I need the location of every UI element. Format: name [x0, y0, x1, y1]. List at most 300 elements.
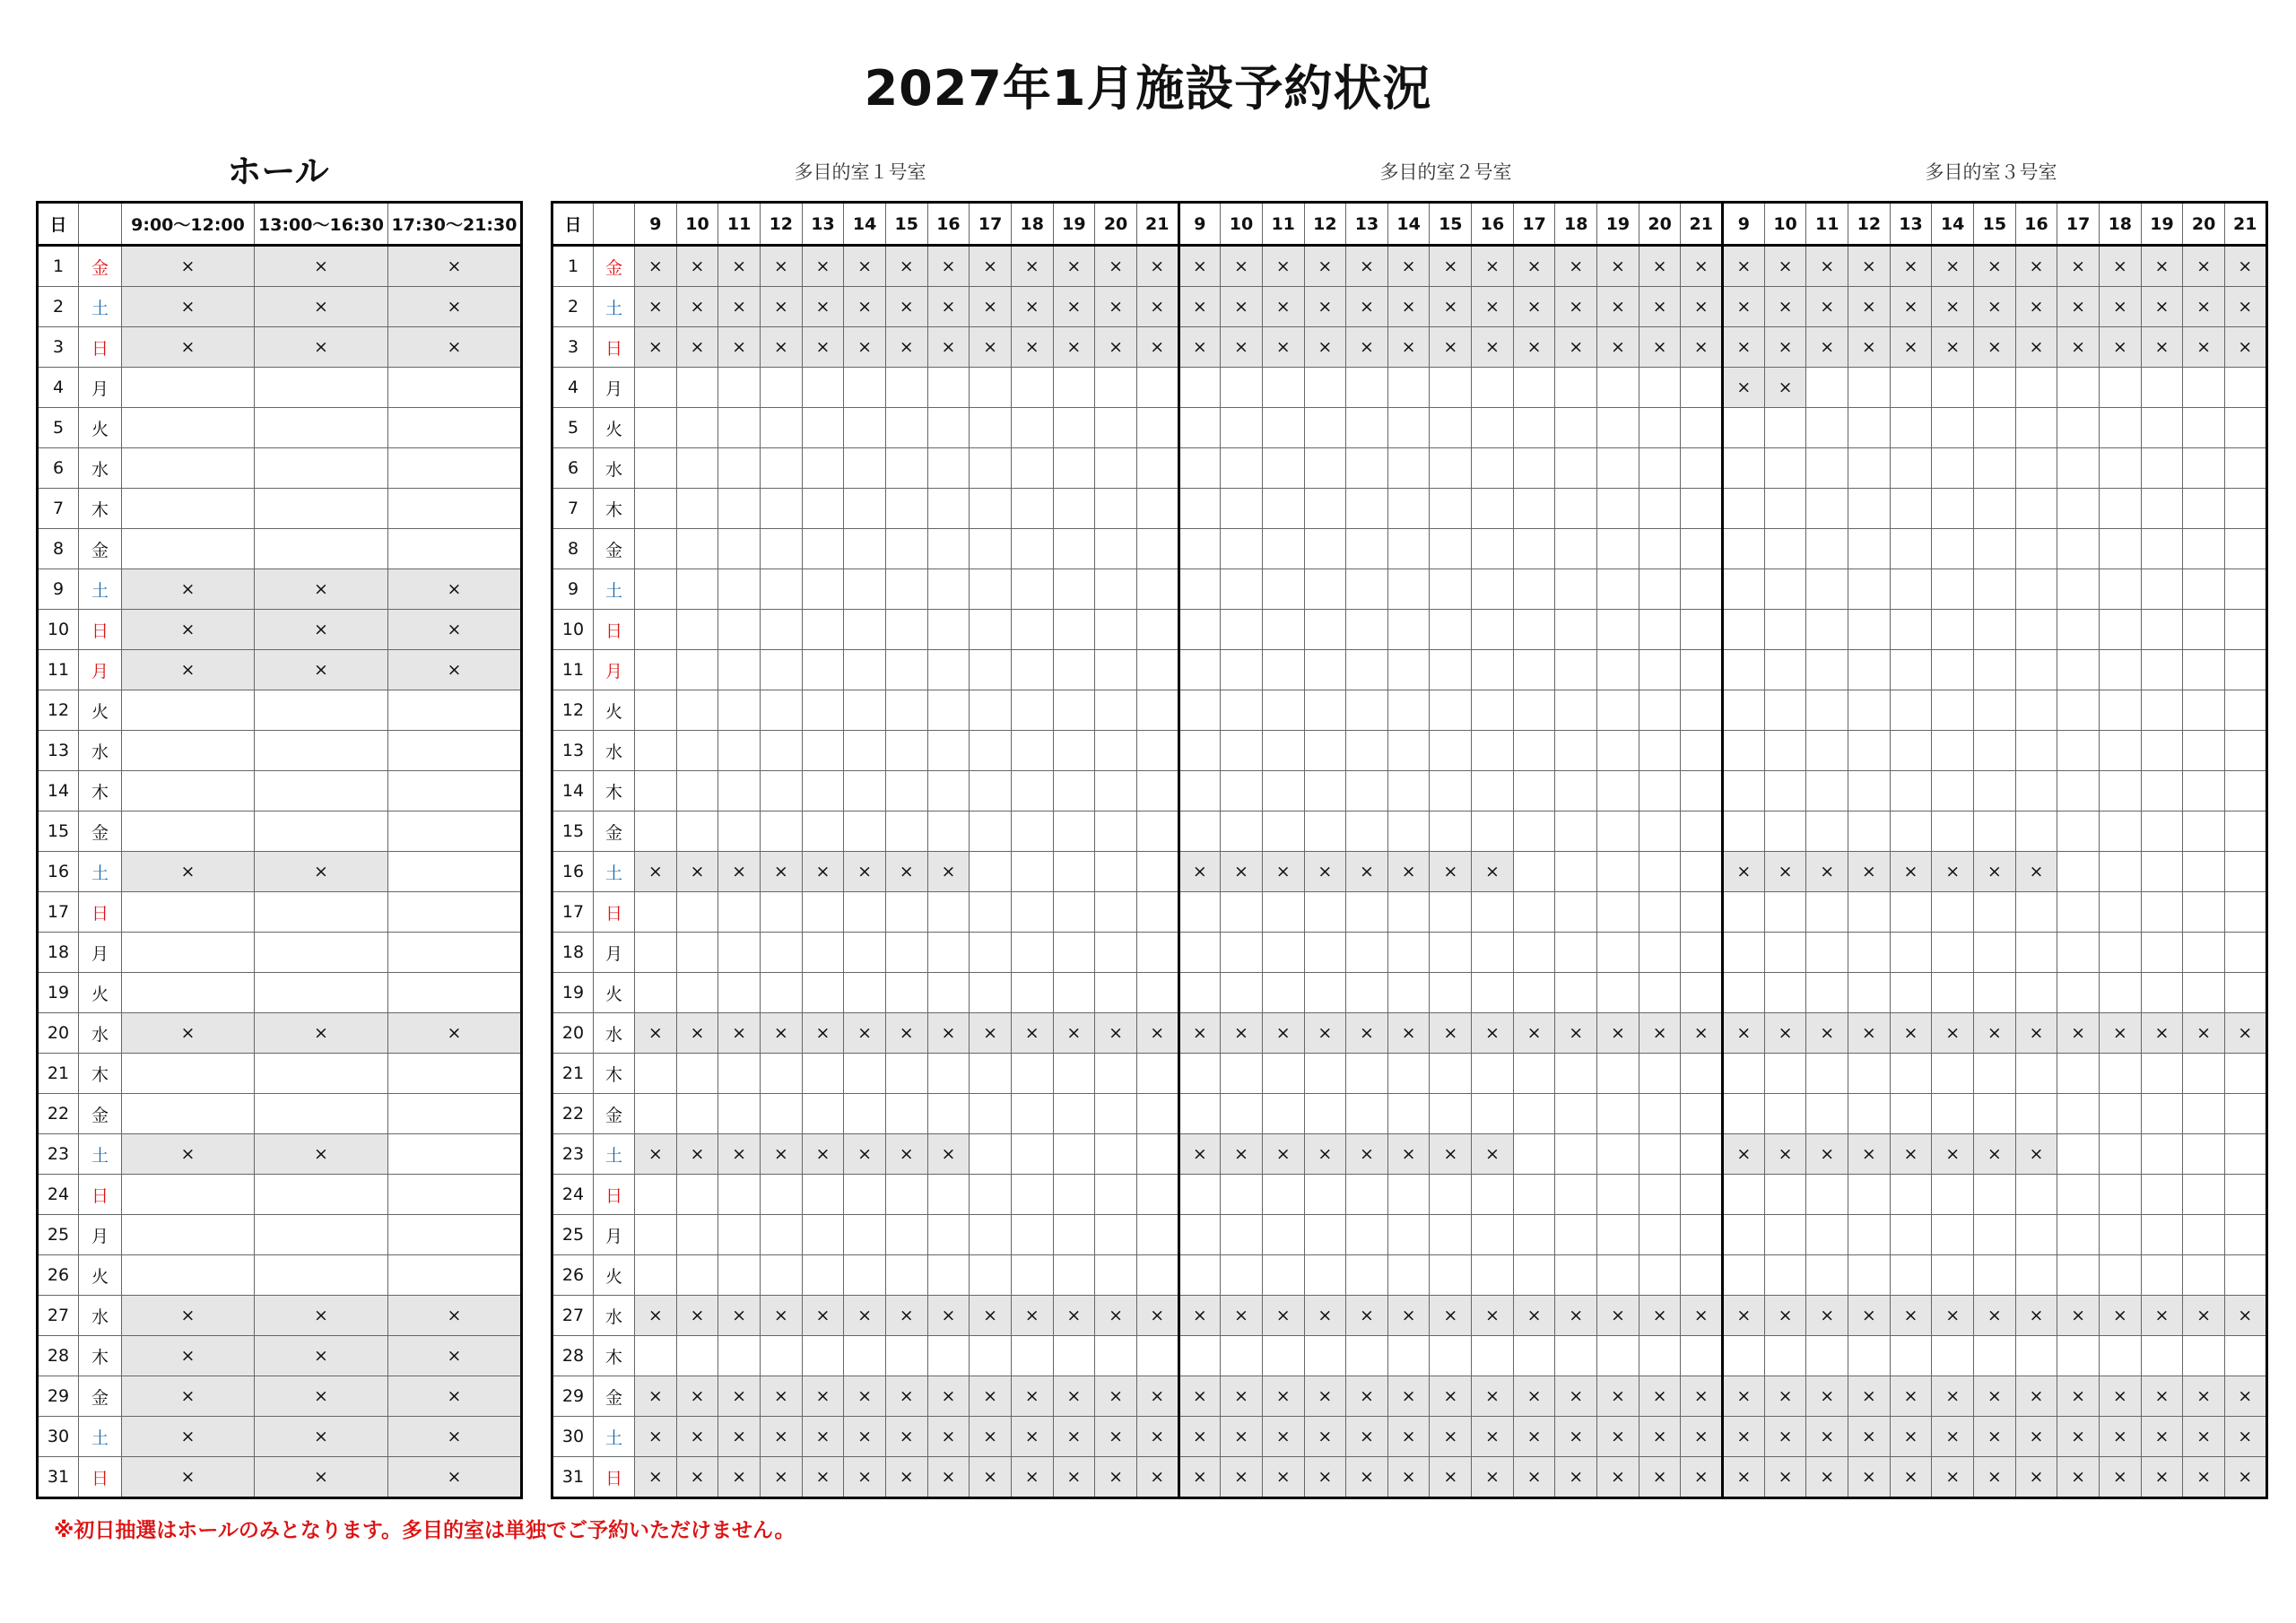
room3-hour-cell[interactable]	[1723, 650, 1765, 690]
room3-hour-cell[interactable]	[1932, 569, 1974, 610]
room2-hour-cell[interactable]	[1304, 812, 1346, 852]
room1-hour-cell[interactable]	[635, 448, 677, 489]
room1-hour-cell[interactable]: ×	[1053, 246, 1095, 287]
room3-hour-cell[interactable]	[1848, 610, 1891, 650]
room3-hour-cell[interactable]	[1723, 569, 1765, 610]
room2-hour-cell[interactable]	[1681, 1336, 1723, 1376]
room1-hour-cell[interactable]	[885, 1175, 927, 1215]
room2-hour-cell[interactable]	[1178, 1054, 1221, 1094]
room3-hour-cell[interactable]	[1890, 448, 1932, 489]
room1-hour-cell[interactable]	[718, 1094, 761, 1134]
room2-hour-cell[interactable]	[1178, 892, 1221, 933]
room1-hour-cell[interactable]	[676, 448, 718, 489]
room1-hour-cell[interactable]: ×	[844, 327, 886, 368]
room3-hour-cell[interactable]	[2183, 771, 2225, 812]
room2-hour-cell[interactable]: ×	[1472, 1417, 1514, 1457]
room1-hour-cell[interactable]: ×	[1053, 1457, 1095, 1498]
room3-hour-cell[interactable]	[2015, 408, 2057, 448]
room2-hour-cell[interactable]	[1346, 1175, 1388, 1215]
room2-hour-cell[interactable]	[1387, 1215, 1430, 1255]
room1-hour-cell[interactable]: ×	[718, 1296, 761, 1336]
room3-hour-cell[interactable]	[1723, 892, 1765, 933]
room1-hour-cell[interactable]: ×	[802, 1417, 844, 1457]
room3-hour-cell[interactable]	[1764, 489, 1806, 529]
hall-slot-cell[interactable]: ×	[388, 1457, 522, 1498]
room1-hour-cell[interactable]	[802, 368, 844, 408]
room3-hour-cell[interactable]	[2224, 973, 2266, 1013]
room3-hour-cell[interactable]: ×	[2099, 1457, 2141, 1498]
room3-hour-cell[interactable]: ×	[1890, 1134, 1932, 1175]
room3-hour-cell[interactable]	[1890, 529, 1932, 569]
room1-hour-cell[interactable]	[718, 529, 761, 569]
room2-hour-cell[interactable]: ×	[1639, 1296, 1681, 1336]
room3-hour-cell[interactable]: ×	[2224, 287, 2266, 327]
room2-hour-cell[interactable]	[1221, 1175, 1263, 1215]
room1-hour-cell[interactable]: ×	[1136, 1296, 1178, 1336]
room1-hour-cell[interactable]	[718, 569, 761, 610]
room3-hour-cell[interactable]: ×	[2015, 1457, 2057, 1498]
room1-hour-cell[interactable]	[1136, 529, 1178, 569]
room1-hour-cell[interactable]	[760, 771, 802, 812]
room3-hour-cell[interactable]	[2057, 1336, 2100, 1376]
room2-hour-cell[interactable]	[1597, 1094, 1639, 1134]
room2-hour-cell[interactable]	[1178, 489, 1221, 529]
room3-hour-cell[interactable]	[1848, 529, 1891, 569]
room1-hour-cell[interactable]: ×	[676, 246, 718, 287]
room3-hour-cell[interactable]: ×	[1932, 1417, 1974, 1457]
room3-hour-cell[interactable]: ×	[2224, 1376, 2266, 1417]
room1-hour-cell[interactable]	[1011, 812, 1053, 852]
room1-hour-cell[interactable]: ×	[718, 287, 761, 327]
room2-hour-cell[interactable]	[1681, 1255, 1723, 1296]
hall-slot-cell[interactable]	[122, 771, 255, 812]
room1-hour-cell[interactable]	[676, 610, 718, 650]
hall-slot-cell[interactable]	[255, 690, 388, 731]
room3-hour-cell[interactable]	[2099, 1336, 2141, 1376]
room3-hour-cell[interactable]	[1890, 933, 1932, 973]
room2-hour-cell[interactable]	[1513, 650, 1555, 690]
room1-hour-cell[interactable]	[970, 812, 1012, 852]
room3-hour-cell[interactable]	[2099, 610, 2141, 650]
room3-hour-cell[interactable]	[2183, 892, 2225, 933]
room2-hour-cell[interactable]	[1387, 448, 1430, 489]
room1-hour-cell[interactable]: ×	[1095, 287, 1137, 327]
hall-slot-cell[interactable]: ×	[255, 1013, 388, 1054]
room2-hour-cell[interactable]	[1346, 973, 1388, 1013]
room2-hour-cell[interactable]	[1639, 1215, 1681, 1255]
room3-hour-cell[interactable]: ×	[2183, 287, 2225, 327]
room2-hour-cell[interactable]	[1639, 771, 1681, 812]
room3-hour-cell[interactable]: ×	[1890, 246, 1932, 287]
room2-hour-cell[interactable]	[1472, 610, 1514, 650]
room2-hour-cell[interactable]	[1597, 1054, 1639, 1094]
room3-hour-cell[interactable]: ×	[2015, 246, 2057, 287]
room3-hour-cell[interactable]	[2015, 933, 2057, 973]
room2-hour-cell[interactable]	[1430, 1215, 1472, 1255]
room3-hour-cell[interactable]	[2183, 1336, 2225, 1376]
room3-hour-cell[interactable]: ×	[2141, 1457, 2183, 1498]
room2-hour-cell[interactable]: ×	[1639, 1457, 1681, 1498]
room2-hour-cell[interactable]	[1472, 529, 1514, 569]
hall-slot-cell[interactable]	[388, 448, 522, 489]
room2-hour-cell[interactable]: ×	[1346, 246, 1388, 287]
room2-hour-cell[interactable]: ×	[1346, 1134, 1388, 1175]
room3-hour-cell[interactable]	[1974, 408, 2016, 448]
room3-hour-cell[interactable]	[2141, 1175, 2183, 1215]
room2-hour-cell[interactable]	[1221, 973, 1263, 1013]
room2-hour-cell[interactable]	[1178, 771, 1221, 812]
room2-hour-cell[interactable]	[1597, 1175, 1639, 1215]
room2-hour-cell[interactable]: ×	[1387, 852, 1430, 892]
room2-hour-cell[interactable]	[1221, 771, 1263, 812]
room3-hour-cell[interactable]	[1890, 973, 1932, 1013]
room1-hour-cell[interactable]	[635, 1054, 677, 1094]
room1-hour-cell[interactable]	[676, 690, 718, 731]
room3-hour-cell[interactable]	[1806, 1215, 1848, 1255]
room2-hour-cell[interactable]: ×	[1639, 287, 1681, 327]
room3-hour-cell[interactable]	[1764, 448, 1806, 489]
room1-hour-cell[interactable]	[1011, 731, 1053, 771]
hall-slot-cell[interactable]	[122, 489, 255, 529]
room3-hour-cell[interactable]: ×	[1974, 1134, 2016, 1175]
hall-slot-cell[interactable]: ×	[388, 569, 522, 610]
room3-hour-cell[interactable]	[2099, 1215, 2141, 1255]
room1-hour-cell[interactable]	[635, 569, 677, 610]
room3-hour-cell[interactable]: ×	[1848, 852, 1891, 892]
room3-hour-cell[interactable]	[1890, 892, 1932, 933]
room3-hour-cell[interactable]: ×	[1974, 327, 2016, 368]
room3-hour-cell[interactable]: ×	[2183, 1013, 2225, 1054]
room1-hour-cell[interactable]	[1011, 1336, 1053, 1376]
room3-hour-cell[interactable]	[1764, 529, 1806, 569]
room1-hour-cell[interactable]	[844, 892, 886, 933]
room2-hour-cell[interactable]: ×	[1430, 1376, 1472, 1417]
room1-hour-cell[interactable]: ×	[927, 852, 970, 892]
room2-hour-cell[interactable]	[1555, 610, 1597, 650]
room1-hour-cell[interactable]: ×	[927, 287, 970, 327]
room2-hour-cell[interactable]	[1346, 731, 1388, 771]
room2-hour-cell[interactable]: ×	[1430, 1296, 1472, 1336]
room3-hour-cell[interactable]	[1974, 1054, 2016, 1094]
room3-hour-cell[interactable]: ×	[1764, 287, 1806, 327]
room3-hour-cell[interactable]	[2057, 933, 2100, 973]
room1-hour-cell[interactable]	[1053, 368, 1095, 408]
room3-hour-cell[interactable]	[1806, 448, 1848, 489]
room3-hour-cell[interactable]	[1974, 489, 2016, 529]
room1-hour-cell[interactable]	[885, 771, 927, 812]
room1-hour-cell[interactable]: ×	[970, 287, 1012, 327]
room1-hour-cell[interactable]	[760, 731, 802, 771]
room1-hour-cell[interactable]: ×	[1053, 1013, 1095, 1054]
hall-slot-cell[interactable]	[388, 1255, 522, 1296]
room1-hour-cell[interactable]	[844, 650, 886, 690]
room2-hour-cell[interactable]	[1639, 1134, 1681, 1175]
room2-hour-cell[interactable]	[1555, 973, 1597, 1013]
room1-hour-cell[interactable]	[1136, 610, 1178, 650]
hall-slot-cell[interactable]	[122, 448, 255, 489]
room3-hour-cell[interactable]	[2141, 690, 2183, 731]
room1-hour-cell[interactable]	[844, 1094, 886, 1134]
room3-hour-cell[interactable]	[1932, 448, 1974, 489]
room1-hour-cell[interactable]: ×	[1011, 1296, 1053, 1336]
room3-hour-cell[interactable]	[1764, 1054, 1806, 1094]
room2-hour-cell[interactable]	[1681, 1175, 1723, 1215]
room3-hour-cell[interactable]	[1764, 1215, 1806, 1255]
room3-hour-cell[interactable]	[2099, 1255, 2141, 1296]
room1-hour-cell[interactable]	[802, 529, 844, 569]
room1-hour-cell[interactable]: ×	[676, 1376, 718, 1417]
room1-hour-cell[interactable]	[1053, 448, 1095, 489]
room3-hour-cell[interactable]	[2183, 1215, 2225, 1255]
room1-hour-cell[interactable]: ×	[760, 246, 802, 287]
room3-hour-cell[interactable]	[2057, 529, 2100, 569]
room1-hour-cell[interactable]	[676, 408, 718, 448]
room1-hour-cell[interactable]	[760, 1255, 802, 1296]
room3-hour-cell[interactable]: ×	[2224, 1296, 2266, 1336]
room1-hour-cell[interactable]	[927, 489, 970, 529]
room1-hour-cell[interactable]	[1095, 933, 1137, 973]
room3-hour-cell[interactable]	[1848, 489, 1891, 529]
room3-hour-cell[interactable]	[2015, 771, 2057, 812]
room3-hour-cell[interactable]	[1848, 812, 1891, 852]
room2-hour-cell[interactable]	[1262, 1336, 1304, 1376]
room3-hour-cell[interactable]	[2224, 1134, 2266, 1175]
room3-hour-cell[interactable]: ×	[1806, 287, 1848, 327]
room2-hour-cell[interactable]: ×	[1555, 1417, 1597, 1457]
hall-slot-cell[interactable]	[255, 1094, 388, 1134]
room1-hour-cell[interactable]	[802, 892, 844, 933]
room2-hour-cell[interactable]: ×	[1639, 1417, 1681, 1457]
room1-hour-cell[interactable]	[635, 731, 677, 771]
room3-hour-cell[interactable]	[1932, 650, 1974, 690]
hall-slot-cell[interactable]: ×	[388, 1376, 522, 1417]
hall-slot-cell[interactable]	[255, 408, 388, 448]
room2-hour-cell[interactable]: ×	[1597, 1296, 1639, 1336]
room3-hour-cell[interactable]	[1974, 529, 2016, 569]
room3-hour-cell[interactable]	[2057, 1134, 2100, 1175]
room1-hour-cell[interactable]: ×	[802, 1013, 844, 1054]
room1-hour-cell[interactable]: ×	[1053, 1417, 1095, 1457]
room2-hour-cell[interactable]	[1555, 529, 1597, 569]
room2-hour-cell[interactable]	[1221, 610, 1263, 650]
room1-hour-cell[interactable]: ×	[844, 852, 886, 892]
room2-hour-cell[interactable]: ×	[1387, 1457, 1430, 1498]
hall-slot-cell[interactable]: ×	[255, 1376, 388, 1417]
room1-hour-cell[interactable]	[760, 368, 802, 408]
room1-hour-cell[interactable]: ×	[802, 1376, 844, 1417]
room3-hour-cell[interactable]	[1848, 892, 1891, 933]
room2-hour-cell[interactable]	[1513, 408, 1555, 448]
room1-hour-cell[interactable]	[844, 1336, 886, 1376]
hall-slot-cell[interactable]	[388, 489, 522, 529]
room1-hour-cell[interactable]	[927, 731, 970, 771]
room3-hour-cell[interactable]	[2057, 1054, 2100, 1094]
room1-hour-cell[interactable]	[802, 731, 844, 771]
room1-hour-cell[interactable]	[1136, 368, 1178, 408]
room2-hour-cell[interactable]: ×	[1178, 327, 1221, 368]
room2-hour-cell[interactable]	[1472, 368, 1514, 408]
room3-hour-cell[interactable]	[1723, 933, 1765, 973]
hall-slot-cell[interactable]	[255, 771, 388, 812]
room2-hour-cell[interactable]	[1262, 529, 1304, 569]
room1-hour-cell[interactable]	[718, 973, 761, 1013]
room3-hour-cell[interactable]: ×	[2057, 1457, 2100, 1498]
room2-hour-cell[interactable]	[1221, 368, 1263, 408]
room1-hour-cell[interactable]	[1095, 368, 1137, 408]
room1-hour-cell[interactable]: ×	[927, 1417, 970, 1457]
hall-slot-cell[interactable]	[255, 1215, 388, 1255]
room3-hour-cell[interactable]	[2224, 892, 2266, 933]
room1-hour-cell[interactable]: ×	[1011, 287, 1053, 327]
hall-slot-cell[interactable]: ×	[122, 287, 255, 327]
room1-hour-cell[interactable]	[1053, 933, 1095, 973]
room3-hour-cell[interactable]	[1932, 771, 1974, 812]
room1-hour-cell[interactable]: ×	[1136, 246, 1178, 287]
hall-slot-cell[interactable]: ×	[255, 1296, 388, 1336]
room3-hour-cell[interactable]: ×	[1890, 1417, 1932, 1457]
room1-hour-cell[interactable]	[1136, 852, 1178, 892]
room3-hour-cell[interactable]	[1806, 489, 1848, 529]
room3-hour-cell[interactable]	[2057, 731, 2100, 771]
room2-hour-cell[interactable]	[1639, 489, 1681, 529]
room1-hour-cell[interactable]: ×	[635, 1013, 677, 1054]
room1-hour-cell[interactable]: ×	[676, 1296, 718, 1336]
hall-slot-cell[interactable]: ×	[255, 1417, 388, 1457]
room1-hour-cell[interactable]	[1053, 1094, 1095, 1134]
hall-slot-cell[interactable]	[388, 1175, 522, 1215]
room1-hour-cell[interactable]	[970, 408, 1012, 448]
room3-hour-cell[interactable]	[2141, 408, 2183, 448]
room2-hour-cell[interactable]: ×	[1387, 1296, 1430, 1336]
room1-hour-cell[interactable]	[885, 1094, 927, 1134]
room3-hour-cell[interactable]	[2141, 812, 2183, 852]
room2-hour-cell[interactable]	[1387, 973, 1430, 1013]
room3-hour-cell[interactable]: ×	[2057, 1417, 2100, 1457]
room3-hour-cell[interactable]	[2224, 933, 2266, 973]
room3-hour-cell[interactable]	[2015, 690, 2057, 731]
room3-hour-cell[interactable]	[1723, 812, 1765, 852]
room1-hour-cell[interactable]: ×	[676, 1013, 718, 1054]
room3-hour-cell[interactable]	[1974, 1215, 2016, 1255]
room2-hour-cell[interactable]	[1221, 892, 1263, 933]
room2-hour-cell[interactable]: ×	[1387, 1417, 1430, 1457]
room3-hour-cell[interactable]: ×	[1764, 852, 1806, 892]
room1-hour-cell[interactable]: ×	[1011, 246, 1053, 287]
room3-hour-cell[interactable]	[1890, 368, 1932, 408]
room1-hour-cell[interactable]	[844, 529, 886, 569]
room1-hour-cell[interactable]: ×	[844, 1134, 886, 1175]
room3-hour-cell[interactable]	[2183, 1175, 2225, 1215]
room1-hour-cell[interactable]	[885, 973, 927, 1013]
hall-slot-cell[interactable]: ×	[388, 650, 522, 690]
room3-hour-cell[interactable]	[1764, 771, 1806, 812]
room1-hour-cell[interactable]: ×	[676, 1134, 718, 1175]
room1-hour-cell[interactable]: ×	[1095, 1457, 1137, 1498]
hall-slot-cell[interactable]	[388, 771, 522, 812]
room3-hour-cell[interactable]	[2183, 368, 2225, 408]
room3-hour-cell[interactable]: ×	[1723, 852, 1765, 892]
room2-hour-cell[interactable]	[1597, 892, 1639, 933]
room3-hour-cell[interactable]: ×	[1764, 1417, 1806, 1457]
room3-hour-cell[interactable]	[1764, 1255, 1806, 1296]
room1-hour-cell[interactable]	[970, 933, 1012, 973]
room2-hour-cell[interactable]	[1639, 610, 1681, 650]
room1-hour-cell[interactable]	[760, 1175, 802, 1215]
room3-hour-cell[interactable]	[1764, 690, 1806, 731]
room2-hour-cell[interactable]	[1597, 569, 1639, 610]
room1-hour-cell[interactable]	[1095, 731, 1137, 771]
room1-hour-cell[interactable]	[970, 852, 1012, 892]
room1-hour-cell[interactable]	[718, 650, 761, 690]
room3-hour-cell[interactable]	[1723, 1054, 1765, 1094]
room1-hour-cell[interactable]	[1011, 1054, 1053, 1094]
room2-hour-cell[interactable]	[1472, 448, 1514, 489]
room2-hour-cell[interactable]: ×	[1513, 1376, 1555, 1417]
room1-hour-cell[interactable]	[718, 1255, 761, 1296]
room3-hour-cell[interactable]	[1764, 408, 1806, 448]
room1-hour-cell[interactable]: ×	[927, 1376, 970, 1417]
room3-hour-cell[interactable]: ×	[1806, 1457, 1848, 1498]
room3-hour-cell[interactable]	[2057, 812, 2100, 852]
room3-hour-cell[interactable]: ×	[2015, 1376, 2057, 1417]
room3-hour-cell[interactable]	[2141, 1336, 2183, 1376]
room3-hour-cell[interactable]: ×	[1848, 1296, 1891, 1336]
room2-hour-cell[interactable]: ×	[1387, 327, 1430, 368]
room2-hour-cell[interactable]: ×	[1221, 1376, 1263, 1417]
room1-hour-cell[interactable]	[1011, 448, 1053, 489]
room3-hour-cell[interactable]	[1723, 1094, 1765, 1134]
room1-hour-cell[interactable]: ×	[760, 1134, 802, 1175]
room3-hour-cell[interactable]	[2224, 529, 2266, 569]
room2-hour-cell[interactable]	[1262, 973, 1304, 1013]
room3-hour-cell[interactable]: ×	[2057, 246, 2100, 287]
room3-hour-cell[interactable]	[1764, 933, 1806, 973]
room2-hour-cell[interactable]	[1472, 1255, 1514, 1296]
room3-hour-cell[interactable]	[2183, 650, 2225, 690]
room2-hour-cell[interactable]: ×	[1639, 327, 1681, 368]
room2-hour-cell[interactable]	[1555, 1255, 1597, 1296]
room2-hour-cell[interactable]	[1555, 1054, 1597, 1094]
room2-hour-cell[interactable]	[1513, 892, 1555, 933]
room1-hour-cell[interactable]	[885, 1255, 927, 1296]
room2-hour-cell[interactable]	[1639, 812, 1681, 852]
room2-hour-cell[interactable]	[1681, 973, 1723, 1013]
room3-hour-cell[interactable]	[1806, 771, 1848, 812]
room2-hour-cell[interactable]	[1304, 1215, 1346, 1255]
room2-hour-cell[interactable]: ×	[1513, 327, 1555, 368]
room2-hour-cell[interactable]	[1262, 489, 1304, 529]
room3-hour-cell[interactable]	[1764, 569, 1806, 610]
room2-hour-cell[interactable]: ×	[1262, 1296, 1304, 1336]
room2-hour-cell[interactable]	[1178, 690, 1221, 731]
room3-hour-cell[interactable]	[2099, 1175, 2141, 1215]
room2-hour-cell[interactable]: ×	[1221, 1457, 1263, 1498]
room2-hour-cell[interactable]	[1262, 610, 1304, 650]
room2-hour-cell[interactable]	[1472, 650, 1514, 690]
room1-hour-cell[interactable]	[1053, 973, 1095, 1013]
room3-hour-cell[interactable]	[1848, 973, 1891, 1013]
room1-hour-cell[interactable]	[970, 731, 1012, 771]
room2-hour-cell[interactable]	[1387, 569, 1430, 610]
room3-hour-cell[interactable]: ×	[2183, 1376, 2225, 1417]
room1-hour-cell[interactable]	[1053, 529, 1095, 569]
room3-hour-cell[interactable]	[2099, 448, 2141, 489]
room3-hour-cell[interactable]	[1890, 489, 1932, 529]
room2-hour-cell[interactable]: ×	[1430, 327, 1472, 368]
room2-hour-cell[interactable]	[1430, 973, 1472, 1013]
room3-hour-cell[interactable]: ×	[1723, 368, 1765, 408]
room3-hour-cell[interactable]	[2141, 529, 2183, 569]
